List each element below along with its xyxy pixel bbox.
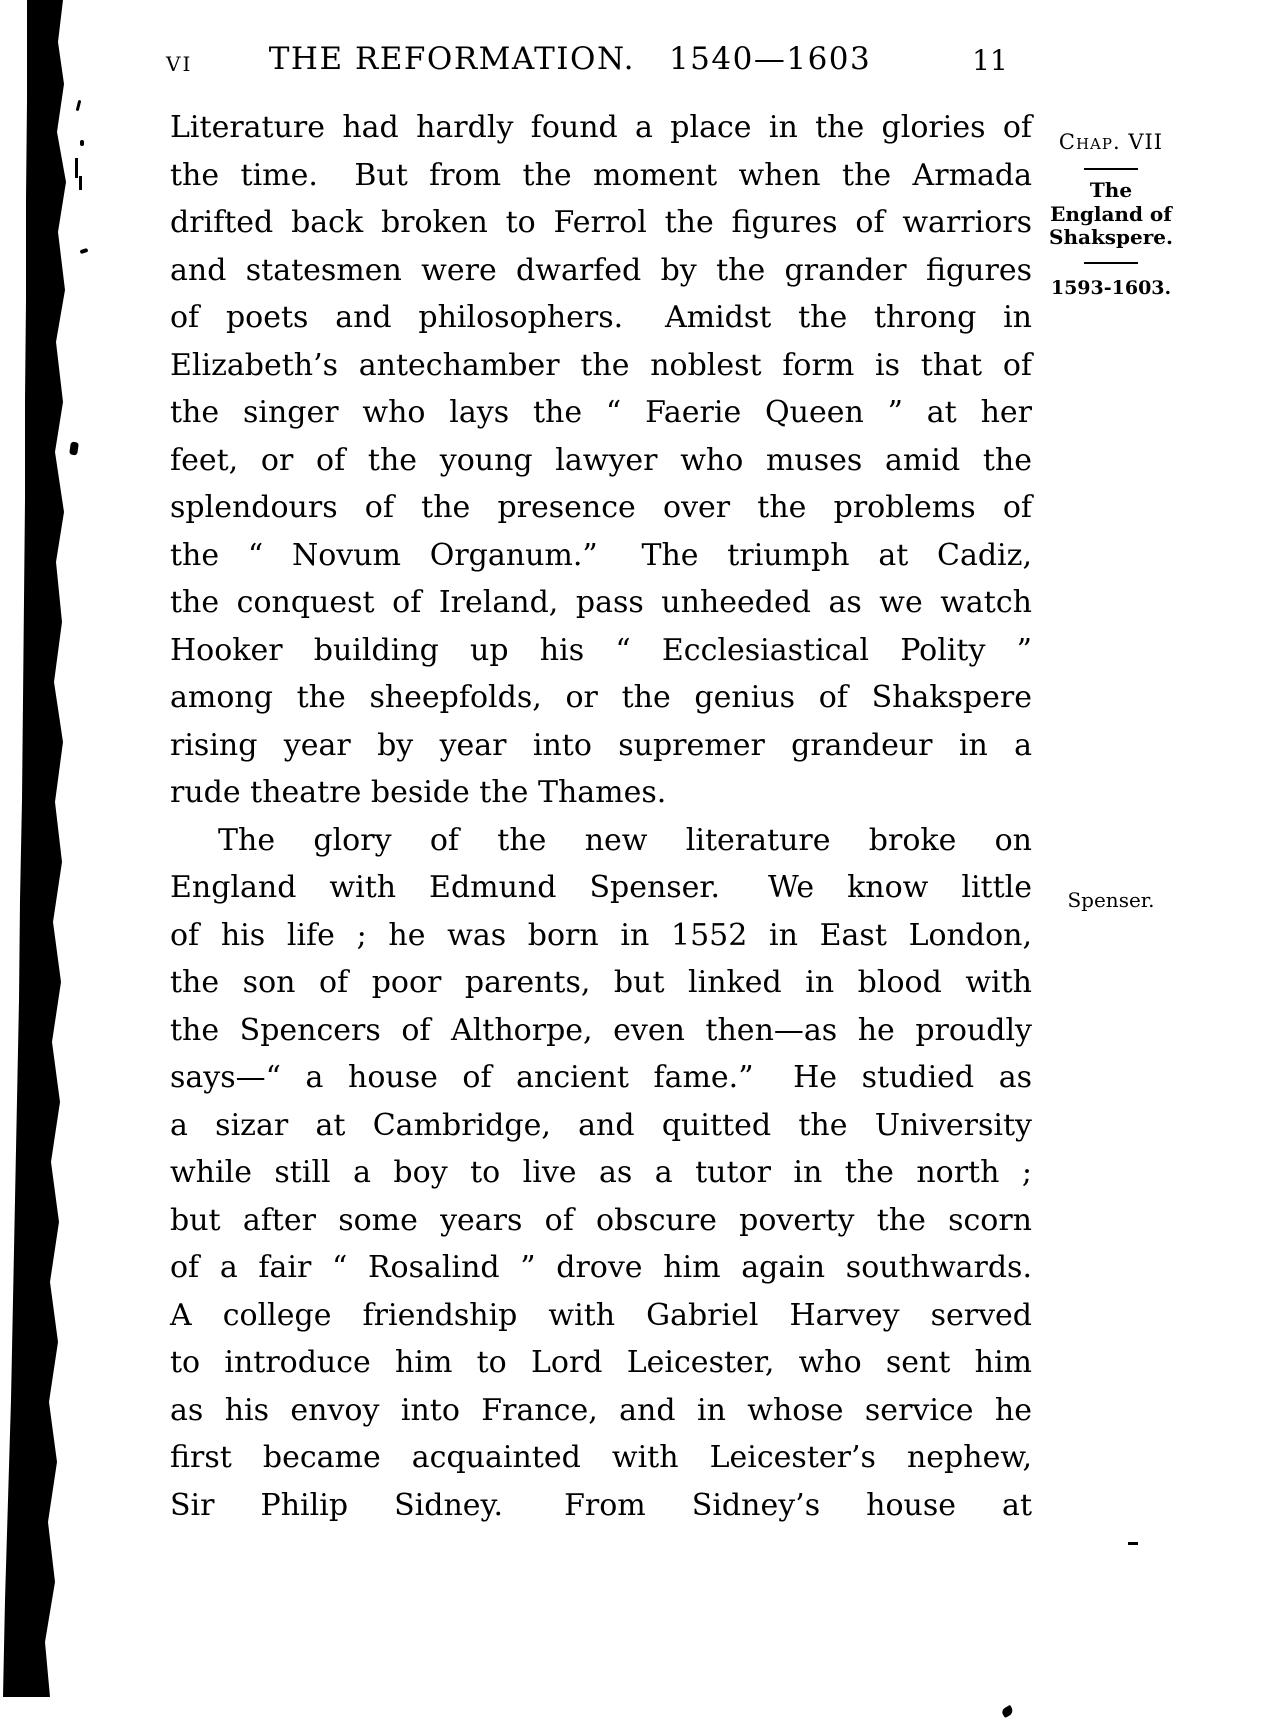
- margin-rule: [1084, 168, 1138, 170]
- body-text-line: to introduce him to Lord Leicester, who sent him: [170, 1345, 1032, 1380]
- body-text-line: of a fair “ Rosalind ” drove him again southwards.: [170, 1250, 1032, 1285]
- body-text-line: but after some years of obscure poverty the scorn: [170, 1202, 1032, 1238]
- margin-section-title: [1036, 179, 1186, 250]
- margin-spenser-note: Spenser.: [1067, 888, 1155, 912]
- header-title: THE REFORMATION.: [268, 41, 635, 77]
- body-text-line: while still a boy to live as a tutor in the north ;: [170, 1155, 1032, 1190]
- header-date-range: 1540—1603: [668, 41, 872, 77]
- body-text: [170, 104, 1032, 1529]
- scan-artifact: [76, 100, 82, 111]
- body-text-line: the singer who lays the “ Faerie Queen ” at her: [170, 395, 1032, 430]
- margin-chapter-note: Chap. VII: [1058, 130, 1164, 154]
- body-text-line: the “ Novum Organum.” The triumph at Cadiz,: [170, 537, 1032, 573]
- body-text-line: and statesmen were dwarfed by the grander figures: [170, 252, 1032, 288]
- scan-gutter-shadow: [0, 0, 70, 1732]
- body-text-line: among the sheepfolds, or the genius of Shakspere: [170, 680, 1032, 715]
- body-text-line: rising year by year into supremer grandeur in a: [170, 727, 1032, 763]
- scan-artifact: [75, 158, 78, 178]
- margin-rule: [1084, 262, 1138, 264]
- margin-section-title-line: England of: [1050, 201, 1172, 226]
- body-text-line: Sir Philip Sidney. From Sidney’s house at: [170, 1487, 1032, 1523]
- body-text-line: the time. But from the moment when the Armada: [170, 157, 1032, 193]
- body-text-line: The glory of the new literature broke on: [218, 822, 1032, 858]
- header-title-wrap: [250, 41, 890, 77]
- scan-artifact: [80, 248, 89, 254]
- body-text-line: of poets and philosophers. Amidst the throng in: [170, 300, 1032, 335]
- body-text-line: a sizar at Cambridge, and quitted the University: [170, 1107, 1032, 1143]
- margin-section-dates: 1593-1603.: [1050, 277, 1172, 299]
- margin-section-title-line: The: [1089, 178, 1133, 202]
- body-text-line: as his envoy into France, and in whose service he: [170, 1392, 1032, 1428]
- body-text-line: feet, or of the young lawyer who muses amid the: [170, 442, 1032, 478]
- body-text-line: of his life ; he was born in 1552 in East London,: [170, 917, 1032, 953]
- body-text-line: rude theatre beside the Thames.: [170, 775, 667, 810]
- margin-section-title-line: Shakspere.: [1049, 225, 1173, 249]
- body-text-line: the son of poor parents, but linked in blood with: [170, 965, 1032, 1000]
- scan-artifact: [1000, 1705, 1014, 1718]
- body-text-line: says—“ a house of ancient fame.” He studied as: [170, 1060, 1032, 1095]
- scan-artifact: [80, 140, 84, 146]
- scan-artifact: [69, 442, 79, 456]
- scan-artifact: [1128, 1542, 1138, 1545]
- scan-artifact: [79, 176, 82, 190]
- body-text-line: A college friendship with Gabriel Harvey served: [170, 1297, 1032, 1333]
- body-text-line: drifted back broken to Ferrol the figures of warriors: [170, 205, 1032, 240]
- header-folio: VI: [166, 52, 193, 76]
- header-page-number: 11: [972, 44, 1008, 77]
- body-text-line: Elizabeth’s antechamber the noblest form is that of: [170, 347, 1032, 383]
- body-text-line: Literature had hardly found a place in the glories of: [170, 110, 1032, 145]
- body-text-line: splendours of the presence over the problems of: [170, 490, 1032, 525]
- body-text-line: first became acquainted with Leicester’s nephew,: [170, 1440, 1032, 1475]
- body-text-line: Hooker building up his “ Ecclesiastical Polity ”: [170, 632, 1032, 668]
- body-text-line: England with Edmund Spenser. We know little: [170, 870, 1032, 905]
- body-text-line: the conquest of Ireland, pass unheeded as we watch: [170, 585, 1032, 620]
- body-text-line: the Spencers of Althorpe, even then—as he proudly: [170, 1012, 1032, 1048]
